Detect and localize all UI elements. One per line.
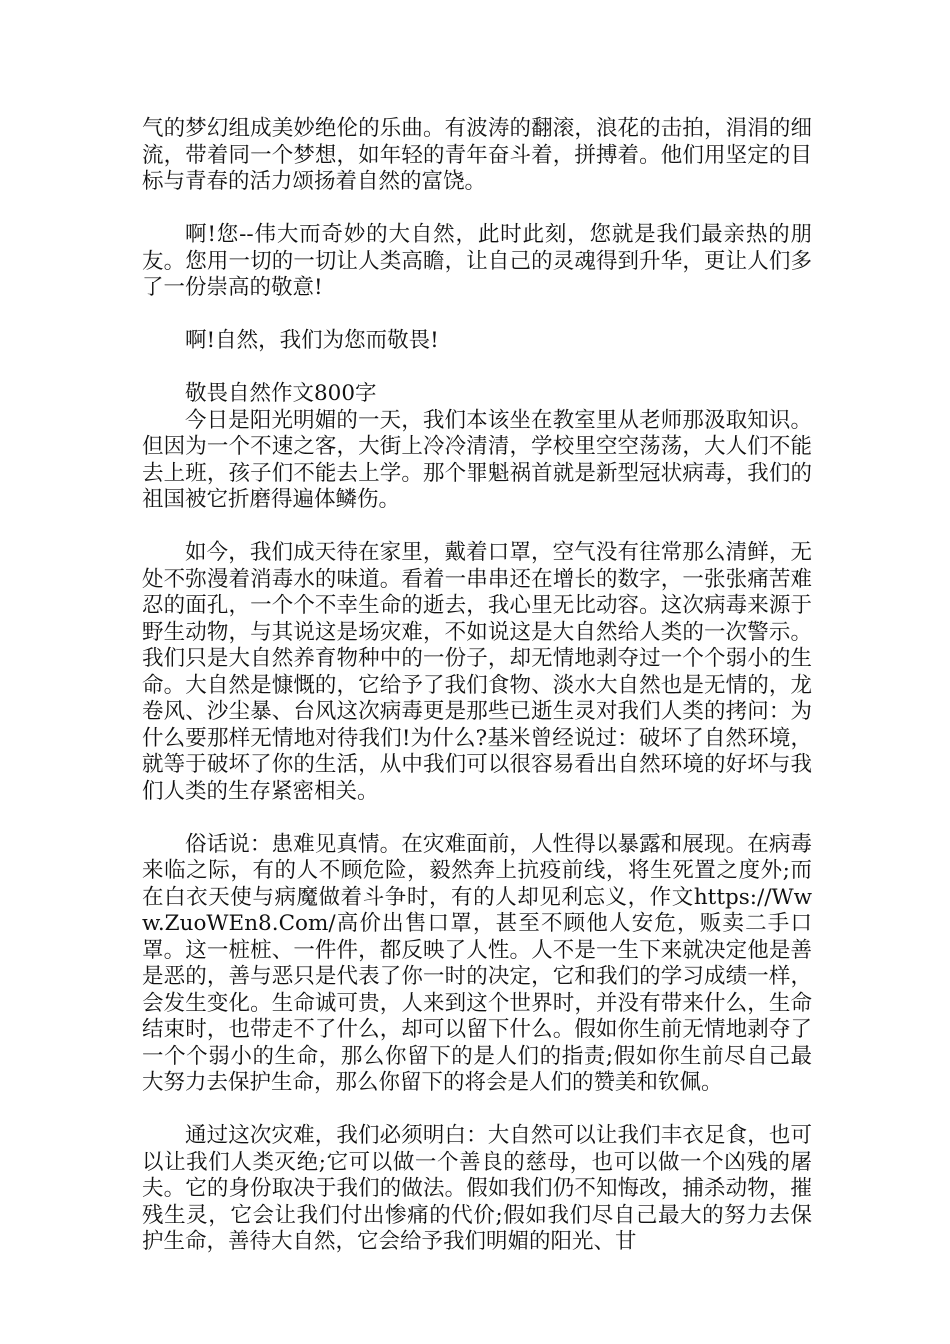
paragraph-gap: [142, 805, 812, 832]
paragraph-continued: 气的梦幻组成美妙绝伦的乐曲。有波涛的翻滚，浪花的击拍，涓涓的细流，带着同一个梦想，如年轻的青年奋斗着，拼搏着。他们用坚定的目标与青春的活力颂扬着自然的富饶。: [142, 116, 812, 194]
paragraph: 如今，我们成天待在家里，戴着口罩，空气没有往常那么清鲜，无处不弥漫着消毒水的味道。看着一串串还在增长的数字，一张张痛苦难忍的面孔，一个个不幸生命的逝去，我心里无比动容。这次病毒来源于野生动物，与其说这是场灾难，不如说这是大自然给人类的一次警示。我们只是大自然养育物种中的一份子，却无情地剥夺过一个个弱小的生命。大自然是慷慨的，它给予了我们食物、淡水大自然也是无情的，龙卷风、沙尘暴、台风这次病毒更是那些已逝生灵对我们人类的拷问：为什么要那样无情地对待我们!为什么?基米曾经说过：破坏了自然环境，就等于破坏了你的生活，从中我们可以很容易看出自然环境的好坏与我们人类的生存紧密相关。: [142, 540, 812, 804]
section-title: 敬畏自然作文800字: [185, 381, 377, 406]
paragraph: 今日是阳光明媚的一天，我们本该坐在教室里从老师那汲取知识。但因为一个不速之客，大街上冷冷清清，学校里空空荡荡，大人们不能去上班，孩子们不能去上学。那个罪魁祸首就是新型冠状病毒，我们的祖国被它折磨得遍体鳞伤。: [142, 407, 812, 512]
paragraph-gap: [142, 355, 812, 382]
paragraph: 啊!自然，我们为您而敬畏!: [185, 328, 439, 353]
paragraph-gap: [142, 196, 812, 223]
paragraph: 通过这次灾难，我们必须明白：大自然可以让我们丰衣足食，也可以让我们人类灭绝;它可以做一个善良的慈母，也可以做一个凶残的屠夫。它的身份取决于我们的做法。假如我们仍不知悔改，捕杀动物，摧残生灵，它会让我们付出惨痛的代价;假如我们尽自己最大的努力去保护生命，善待大自然，它会给予我们明媚的阳光、甘: [142, 1123, 812, 1254]
paragraph: 俗话说：患难见真情。在灾难面前，人性得以暴露和展现。在病毒来临之际，有的人不顾危险，毅然奔上抗疫前线，将生死置之度外;而在白衣天使与病魔做着斗争时，有的人却见利忘义，作文https://Www.ZuoWEn8.Com/高价出售口罩，甚至不顾他人安危，贩卖二手口罩。这一桩桩、一件件，都反映了人性。人不是一生下来就决定他是善是恶的，善与恶只是代表了你一时的决定，它和我们的学习成绩一样，会发生变化。生命诚可贵，人来到这个世界时，并没有带来什么，生命结束时，也带走不了什么，却可以留下什么。假如你生前无情地剥夺了一个个弱小的生命，那么你留下的是人们的指责;假如你生前尽自己最大努力去保护生命，那么你留下的将会是人们的赞美和钦佩。: [142, 831, 812, 1095]
paragraph-gap: [142, 302, 812, 329]
document-body: [142, 116, 812, 1256]
paragraph-gap: [142, 1097, 812, 1124]
paragraph-gap: [142, 514, 812, 541]
paragraph: 啊!您--伟大而奇妙的大自然，此时此刻，您就是我们最亲热的朋友。您用一切的一切让人类高瞻，让自己的灵魂得到升华，更让人们多了一份崇高的敬意!: [142, 222, 812, 300]
